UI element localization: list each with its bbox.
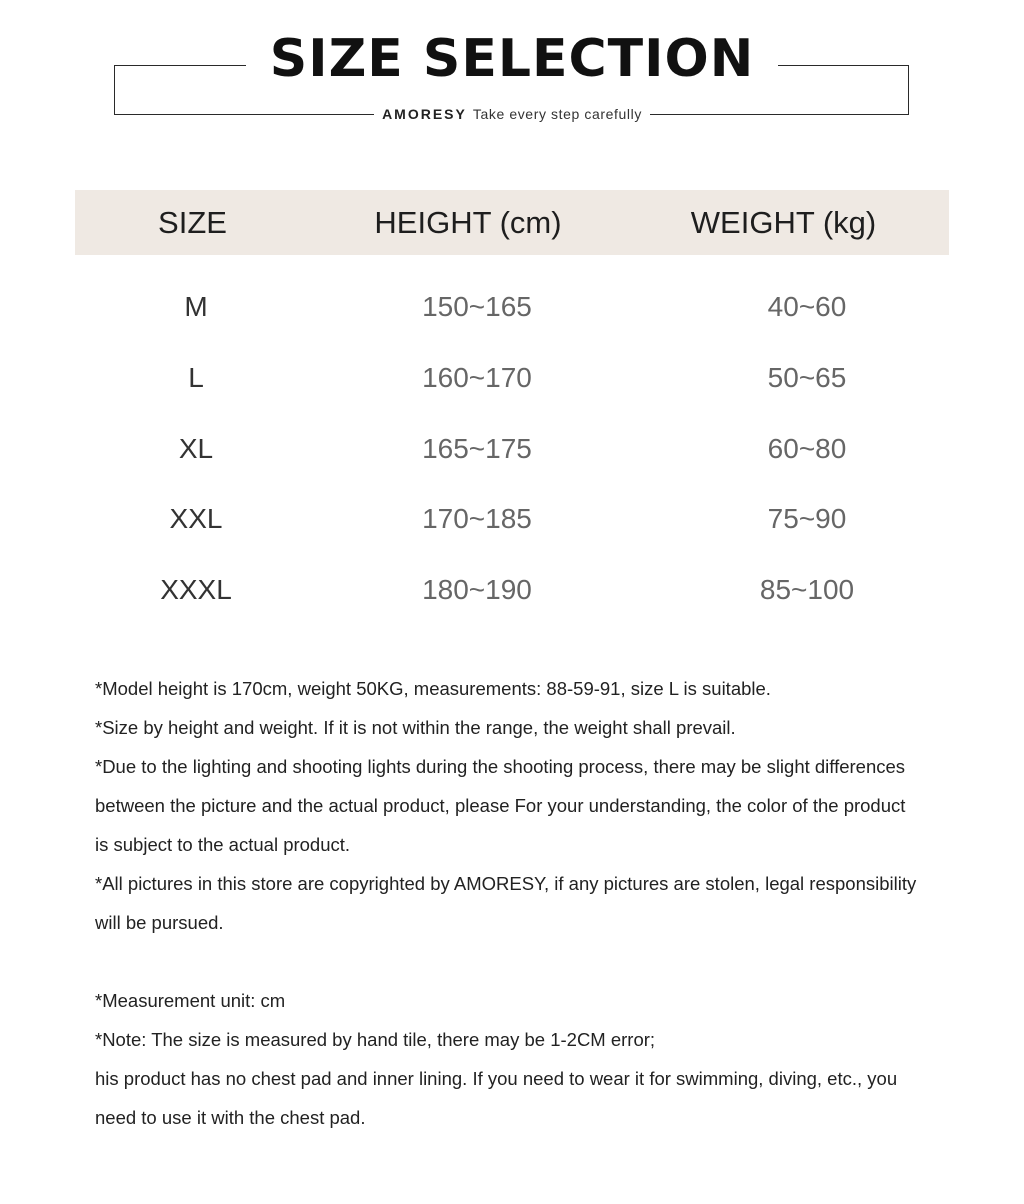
table-row: [75, 282, 949, 332]
note-line: *All pictures in this store are copyrighted by AMORESY, if any pictures are stolen, legal responsibility: [95, 873, 917, 894]
weight-cell: 75~90: [767, 503, 847, 534]
weight-cell: 50~65: [767, 362, 847, 393]
note-line: *Size by height and weight. If it is not within the range, the weight shall prevail.: [95, 717, 736, 738]
weight-cell: 85~100: [759, 574, 855, 605]
note-line: will be pursued.: [95, 912, 224, 933]
size-cell: XXL: [169, 503, 223, 534]
size-cell: M: [184, 291, 208, 322]
page-title-text: SIZE SELECTION: [246, 26, 778, 92]
size-table-header: [75, 190, 949, 255]
column-header-weight: WEIGHT (kg): [690, 205, 877, 240]
weight-cell: 40~60: [767, 291, 847, 322]
brand-name: AMORESY: [382, 106, 467, 122]
height-cell: 150~165: [422, 291, 532, 322]
height-cell: 165~175: [422, 433, 532, 464]
column-header-size: SIZE: [158, 205, 227, 240]
brand-tagline-inner: [374, 104, 650, 124]
note-line: is subject to the actual product.: [95, 834, 351, 855]
page-title: [0, 26, 1024, 92]
column-header-height: HEIGHT (cm): [374, 205, 562, 240]
height-cell: 180~190: [422, 574, 532, 605]
note-spacer: [95, 942, 960, 981]
brand-tagline: [0, 104, 1024, 124]
note-line: *Measurement unit: cm: [95, 990, 286, 1011]
size-cell: L: [188, 362, 204, 393]
note-line: his product has no chest pad and inner lining. If you need to wear it for swimming, diving, etc., you: [95, 1068, 898, 1089]
weight-cell: 60~80: [767, 433, 847, 464]
note-line: *Note: The size is measured by hand tile, there may be 1-2CM error;: [95, 1029, 656, 1050]
height-cell: 160~170: [422, 362, 532, 393]
size-cell: XXXL: [160, 574, 232, 605]
note-line: *Model height is 170cm, weight 50KG, measurements: 88-59-91, size L is suitable.: [95, 678, 771, 699]
table-row: [75, 565, 949, 615]
size-notes: [95, 669, 960, 1137]
height-cell: 170~185: [422, 503, 532, 534]
note-line: *Due to the lighting and shooting lights during the shooting process, there may be slight differences: [95, 756, 906, 777]
tagline-text: Take every step carefully: [472, 106, 642, 122]
note-line: between the picture and the actual product, please For your understanding, the color of the product: [95, 795, 906, 816]
size-cell: XL: [178, 433, 214, 464]
table-row: [75, 353, 949, 403]
table-row: [75, 494, 949, 544]
table-row: [75, 424, 949, 474]
note-line: need to use it with the chest pad.: [95, 1107, 366, 1128]
